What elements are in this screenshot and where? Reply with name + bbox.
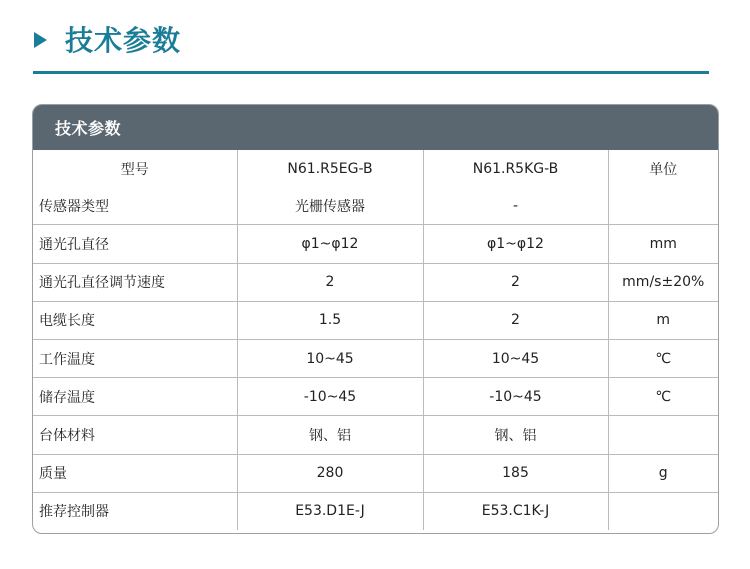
value-cell: φ1~φ12 <box>423 225 608 263</box>
value-cell: -10~45 <box>423 378 608 416</box>
table-row <box>33 225 718 263</box>
triangle-bullet-icon <box>34 32 47 48</box>
spec-table <box>33 150 718 530</box>
table-row <box>33 454 718 492</box>
row-label: 推荐控制器 <box>33 492 237 530</box>
value-cell: -10~45 <box>237 378 423 416</box>
value-cell: 2 <box>237 263 423 301</box>
row-label: 储存温度 <box>33 378 237 416</box>
value-cell: 10~45 <box>237 339 423 377</box>
table-row <box>33 301 718 339</box>
unit-cell: mm/s±20% <box>608 263 718 301</box>
unit-cell: m <box>608 301 718 339</box>
unit-cell: ℃ <box>608 339 718 377</box>
unit-cell: mm <box>608 225 718 263</box>
table-row <box>33 263 718 301</box>
value-cell: 钢、铝 <box>237 416 423 454</box>
column-header-model-2: N61.R5KG-B <box>423 150 608 187</box>
value-cell: E53.C1K-J <box>423 492 608 530</box>
table-row <box>33 416 718 454</box>
table-header-row <box>33 150 718 187</box>
unit-cell: g <box>608 454 718 492</box>
value-cell: 185 <box>423 454 608 492</box>
panel-header: 技术参数 <box>33 105 718 150</box>
section-heading <box>34 14 181 64</box>
title-divider <box>33 71 709 74</box>
table-row <box>33 492 718 530</box>
row-label: 传感器类型 <box>33 187 237 225</box>
row-label: 通光孔直径调节速度 <box>33 263 237 301</box>
value-cell: φ1~φ12 <box>237 225 423 263</box>
unit-cell <box>608 416 718 454</box>
page-title: 技术参数 <box>65 24 182 57</box>
row-label: 质量 <box>33 454 237 492</box>
row-label: 通光孔直径 <box>33 225 237 263</box>
unit-cell: ℃ <box>608 378 718 416</box>
unit-cell <box>608 187 718 225</box>
table-row <box>33 187 718 225</box>
row-label: 电缆长度 <box>33 301 237 339</box>
table-row <box>33 378 718 416</box>
column-header-model-1: N61.R5EG-B <box>237 150 423 187</box>
value-cell: 光栅传感器 <box>237 187 423 225</box>
table-row <box>33 339 718 377</box>
unit-cell <box>608 492 718 530</box>
spec-panel <box>32 104 719 534</box>
row-label: 台体材料 <box>33 416 237 454</box>
value-cell: 钢、铝 <box>423 416 608 454</box>
value-cell: 280 <box>237 454 423 492</box>
value-cell: 2 <box>423 301 608 339</box>
value-cell: - <box>423 187 608 225</box>
value-cell: E53.D1E-J <box>237 492 423 530</box>
column-header-model: 型号 <box>33 150 237 187</box>
value-cell: 1.5 <box>237 301 423 339</box>
row-label: 工作温度 <box>33 339 237 377</box>
column-header-unit: 单位 <box>649 161 678 178</box>
value-cell: 10~45 <box>423 339 608 377</box>
value-cell: 2 <box>423 263 608 301</box>
